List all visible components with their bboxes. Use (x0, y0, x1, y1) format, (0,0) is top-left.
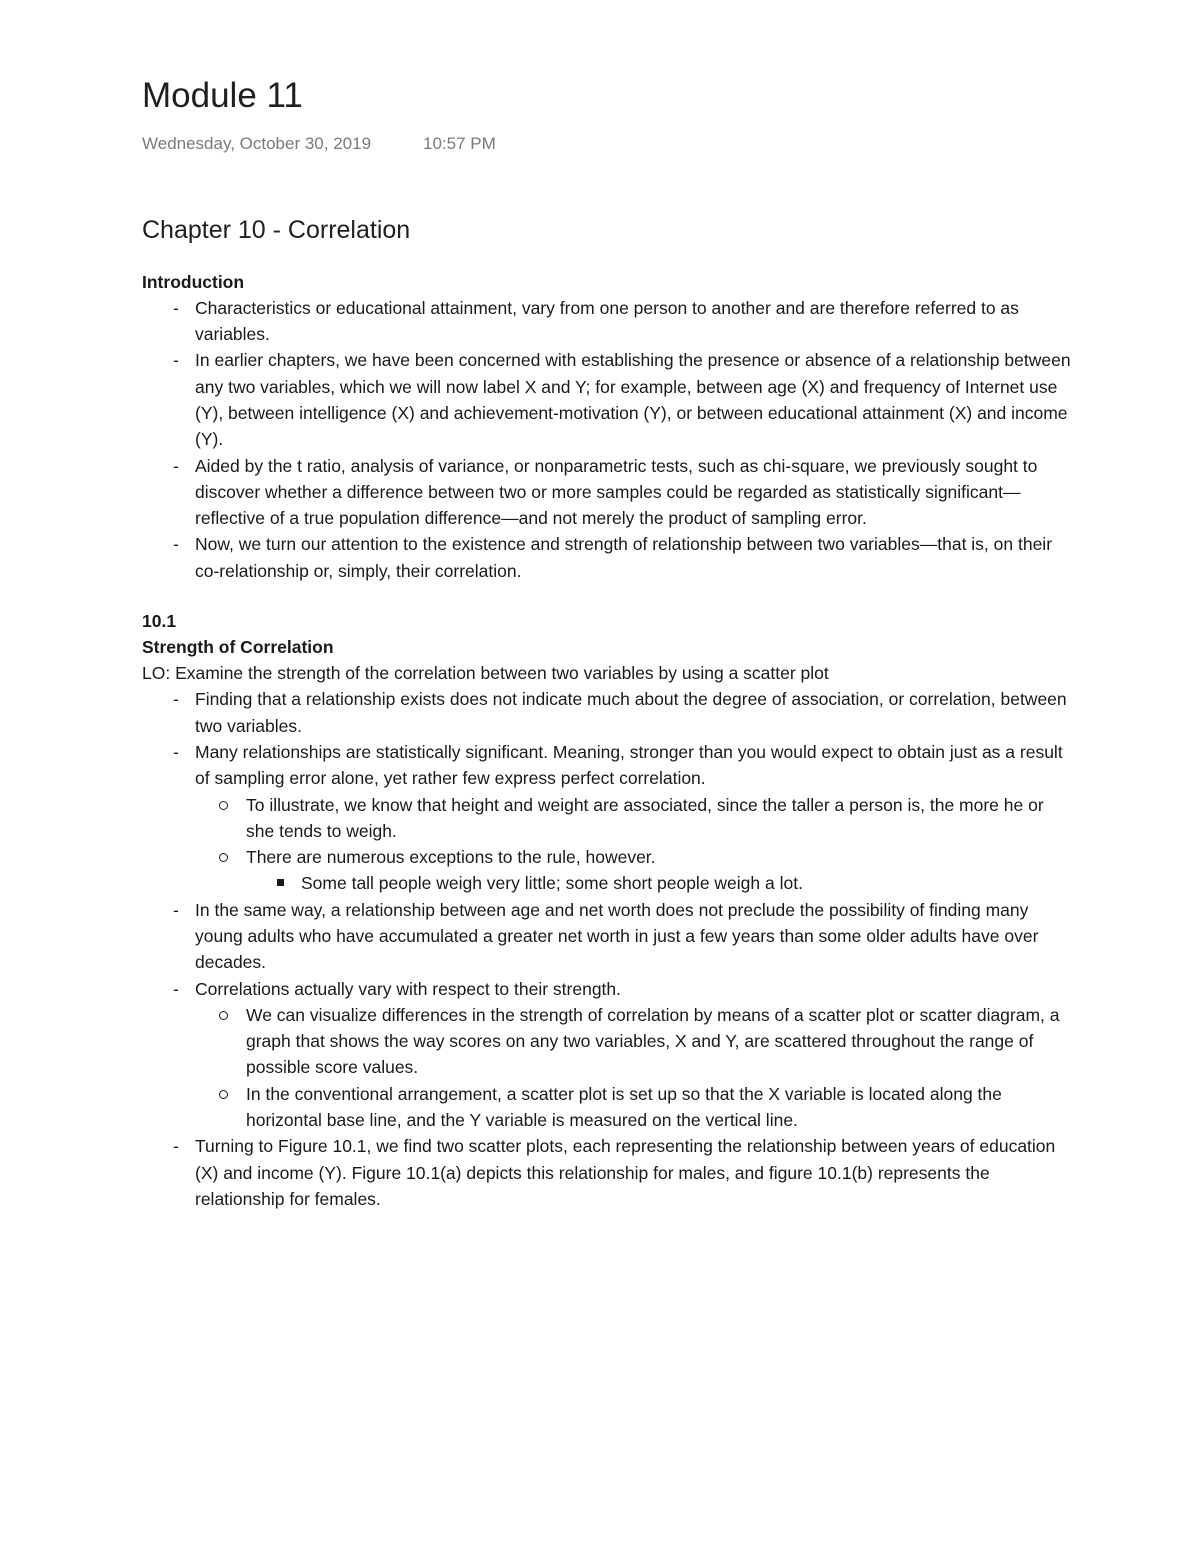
page-title: Module 11 (142, 76, 303, 115)
note-date: Wednesday, October 30, 2019 (142, 134, 372, 153)
list-item: - Characteristics or educational attainment, vary from one person to another and are therefore referred to as variables. (173, 297, 1019, 345)
list-item: - Turning to Figure 10.1, we find two scatter plots, each representing the relationship between years of education (X) and income (Y). Figure 10.1(a) depicts this relationship for males, and figure 10.1(b) represents the relationship for females. (173, 1136, 1056, 1209)
sub-list-item: There are numerous exceptions to the rule, however. Some tall people weigh very little; some short people weigh a lot. (195, 844, 1072, 897)
note-page (142, 70, 1072, 1212)
learning-objective: LO: Examine the strength of the correlation between two variables by using a scatter plot (142, 663, 829, 684)
note-timestamp (142, 134, 1072, 158)
sub-list (142, 1002, 1072, 1133)
intro-list (142, 295, 1072, 584)
note-time: 10:57 PM (423, 134, 496, 153)
list-item: - In the same way, a relationship between age and net worth does not preclude the possibility of finding many young adults who have accumulated a greater net worth in just a few years than some older adults have over decades. (173, 899, 1039, 973)
sub-list-item: We can visualize differences in the strength of correlation by means of a scatter plot or scatter diagram, a graph that shows the way scores on any two variables, X and Y, are scattered throughout the range of possible score values. (195, 1002, 1072, 1081)
list-item: - Many relationships are statistically significant. Meaning, stronger than you would expect to obtain just as a result of sampling error alone, yet rather few express perfect correlation. To illustrate, we know that height and weight are associated, since the taller a person is, the more he or she tends to weigh. There are numerous exceptions to the rule, however. Some tall people weigh very little; some short people weigh a lot. (142, 739, 1072, 897)
intro-heading: Introduction (142, 271, 245, 292)
sub-list-item: To illustrate, we know that height and weight are associated, since the taller a person is, the more he or she tends to weigh. (195, 792, 1072, 845)
chapter-heading: Chapter 10 - Correlation (142, 216, 411, 244)
list-item: - Finding that a relationship exists does not indicate much about the degree of association, or correlation, between two variables. (173, 689, 1067, 736)
list-item: - Now, we turn our attention to the existence and strength of relationship between two variables—that is, on their co-relationship or, simply, their correlation. (173, 534, 1053, 581)
sub-sub-list-item: Some tall people weigh very little; some short people weigh a lot. (246, 870, 1072, 896)
list-item: - Correlations actually vary with respect to their strength. We can visualize differences in the strength of correlation by means of a scatter plot or scatter diagram, a graph that shows the way scores on any two variables, X and Y, are scattered throughout the range of possible score values. In the conventional arrangement, a scatter plot is set up so that the X variable is located along the horizontal base line, and the Y variable is measured on the vertical line. (142, 976, 1072, 1134)
section-number: 10.1 (142, 611, 177, 632)
section-heading: Strength of Correlation (142, 637, 334, 658)
sub-sub-list (195, 870, 1072, 896)
section-list (142, 686, 1072, 1212)
sub-list (142, 792, 1072, 897)
list-item: - Aided by the t ratio, analysis of variance, or nonparametric tests, such as chi-square, we previously sought to discover whether a difference between two or more samples could be regarded as statistically significant—reflective of a true population difference—and not merely the product of sampling error. (173, 455, 1038, 529)
sub-list-item: In the conventional arrangement, a scatter plot is set up so that the X variable is located along the horizontal base line, and the Y variable is measured on the vertical line. (195, 1081, 1072, 1134)
list-item: - In earlier chapters, we have been concerned with establishing the presence or absence of a relationship between any two variables, which we will now label X and Y; for example, between age (X) and frequency of Internet use (Y), between intelligence (X) and achievement-motivation (Y), or between educational attainment (X) and income (Y). (173, 350, 1071, 450)
